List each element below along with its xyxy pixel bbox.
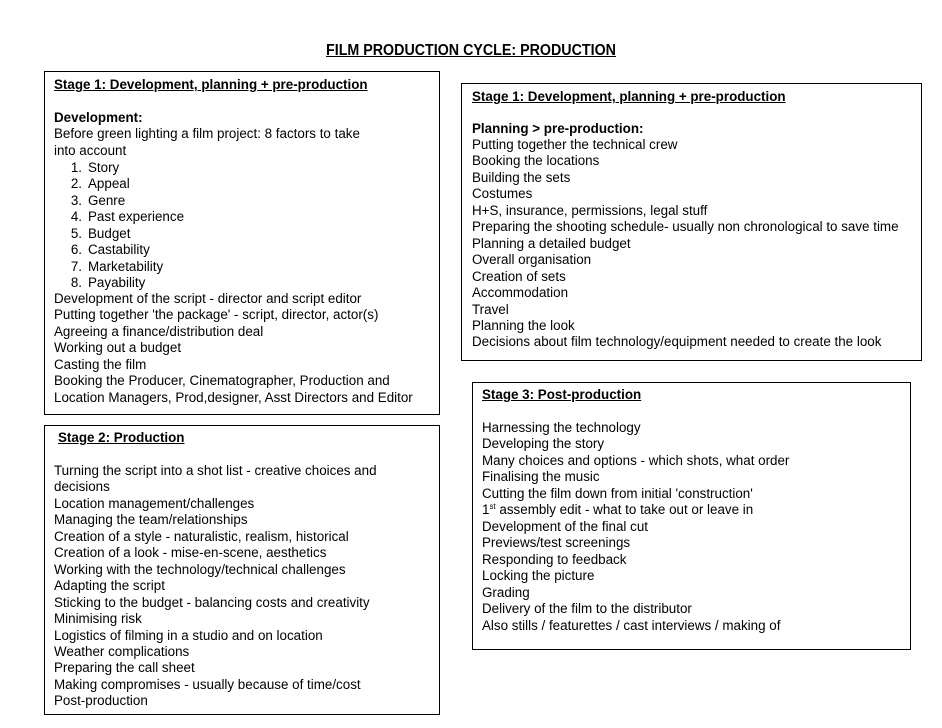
list-item	[62, 242, 150, 258]
list-number: 3.	[70, 192, 82, 208]
list-item-label: Past experience	[88, 209, 185, 225]
list-item	[62, 209, 184, 225]
list-item: Booking the Producer, Cinematographer, Production and	[54, 373, 390, 389]
list-item	[62, 275, 145, 291]
list-item: Travel	[472, 301, 509, 317]
list-item: Accommodation	[472, 285, 569, 301]
list-item: Weather complications	[54, 643, 190, 659]
list-item: Decisions about film technology/equipment needed to create the look	[472, 334, 882, 350]
list-item: Delivery of the film to the distributor	[482, 601, 692, 617]
list-item-label: Genre	[88, 192, 126, 208]
list-number: 4.	[70, 209, 82, 225]
list-item: Costumes	[472, 186, 533, 202]
list-item	[62, 193, 125, 209]
list-item: Harnessing the technology	[482, 420, 641, 435]
list-item-label: Story	[88, 160, 120, 175]
box1-intro-line2: into account	[54, 143, 127, 158]
list-item: Booking the locations	[472, 153, 600, 169]
assembly-num: 1	[482, 502, 490, 517]
box1-heading: Stage 1: Development, planning + pre-production	[54, 77, 368, 92]
list-item-label: Budget	[88, 225, 131, 241]
assembly-edit-line	[482, 502, 753, 518]
list-item: Putting together the technical crew	[472, 137, 678, 152]
list-item: Developing the story	[482, 436, 605, 452]
list-item: Location management/challenges	[54, 495, 255, 511]
list-item: Agreeing a finance/distribution deal	[54, 323, 264, 339]
list-number: 2.	[70, 176, 82, 192]
list-item: Locking the picture	[482, 568, 595, 584]
list-item: Preparing the shooting schedule- usually non chronological to save time	[472, 219, 899, 235]
list-item	[62, 259, 163, 275]
list-item: Finalising the music	[482, 469, 600, 485]
list-item: decisions	[54, 479, 110, 495]
list-item: H+S, insurance, permissions, legal stuff	[472, 202, 708, 218]
list-item: Creation of a style - naturalistic, realism, historical	[54, 528, 349, 544]
list-item: Minimising risk	[54, 611, 142, 627]
list-item	[62, 226, 130, 242]
list-item: Preparing the call sheet	[54, 660, 195, 676]
list-item-label: Payability	[88, 275, 146, 291]
list-item: Many choices and options - which shots, what order	[482, 452, 790, 468]
list-item: Overall organisation	[472, 252, 592, 268]
list-item: Creation of sets	[472, 268, 566, 284]
list-item: Turning the script into a shot list - creative choices and	[54, 463, 377, 478]
box4-heading: Stage 3: Post-production	[482, 387, 642, 402]
list-item: Working with the technology/technical challenges	[54, 561, 346, 577]
list-number: 1.	[70, 160, 82, 175]
box1-intro-line1: Before green lighting a film project: 8 factors to take	[54, 126, 360, 141]
page-title: FILM PRODUCTION CYCLE: PRODUCTION	[326, 42, 616, 59]
list-number: 7.	[70, 258, 82, 274]
box3-heading: Stage 2: Production	[58, 430, 185, 445]
list-item-label: Castability	[88, 242, 150, 258]
box1-subheading: Development:	[54, 110, 143, 125]
list-number: 6.	[70, 242, 82, 258]
list-item-label: Appeal	[88, 176, 130, 192]
list-item: Logistics of filming in a studio and on location	[54, 627, 323, 643]
list-item: Adapting the script	[54, 578, 165, 594]
assembly-sup: st	[489, 502, 496, 511]
list-number: 8.	[70, 275, 82, 291]
list-item: Grading	[482, 584, 530, 600]
box2-heading: Stage 1: Development, planning + pre-production	[472, 89, 786, 104]
list-item: Creation of a look - mise-en-scene, aesthetics	[54, 545, 327, 561]
list-item: Responding to feedback	[482, 551, 627, 567]
list-item: Building the sets	[472, 169, 571, 185]
list-item: Working out a budget	[54, 340, 182, 356]
list-item: Location Managers, Prod,designer, Asst Directors and Editor	[54, 389, 413, 405]
list-item: Sticking to the budget - balancing costs and creativity	[54, 594, 370, 610]
list-item: Cutting the film down from initial 'construction'	[482, 485, 753, 501]
list-item: Development of the final cut	[482, 519, 648, 534]
assembly-rest: assembly edit - what to take out or leave in	[495, 502, 754, 517]
list-item: Planning the look	[472, 317, 575, 333]
list-item: Also stills / featurettes / cast interviews / making of	[482, 617, 781, 633]
list-item: Making compromises - usually because of time/cost	[54, 676, 361, 692]
list-item	[62, 176, 130, 192]
list-item: Planning a detailed budget	[472, 235, 631, 251]
list-item-label: Marketability	[88, 258, 164, 274]
list-item	[62, 160, 119, 176]
list-item: Post-production	[54, 693, 148, 709]
list-item: Development of the script - director and script editor	[54, 291, 362, 306]
box2-subheading: Planning > pre-production:	[472, 121, 644, 136]
list-item: Putting together 'the package' - script, director, actor(s)	[54, 307, 379, 323]
list-item: Managing the team/relationships	[54, 512, 248, 528]
list-item: Previews/test screenings	[482, 535, 631, 551]
list-item: Casting the film	[54, 356, 147, 372]
list-number: 5.	[70, 225, 82, 241]
